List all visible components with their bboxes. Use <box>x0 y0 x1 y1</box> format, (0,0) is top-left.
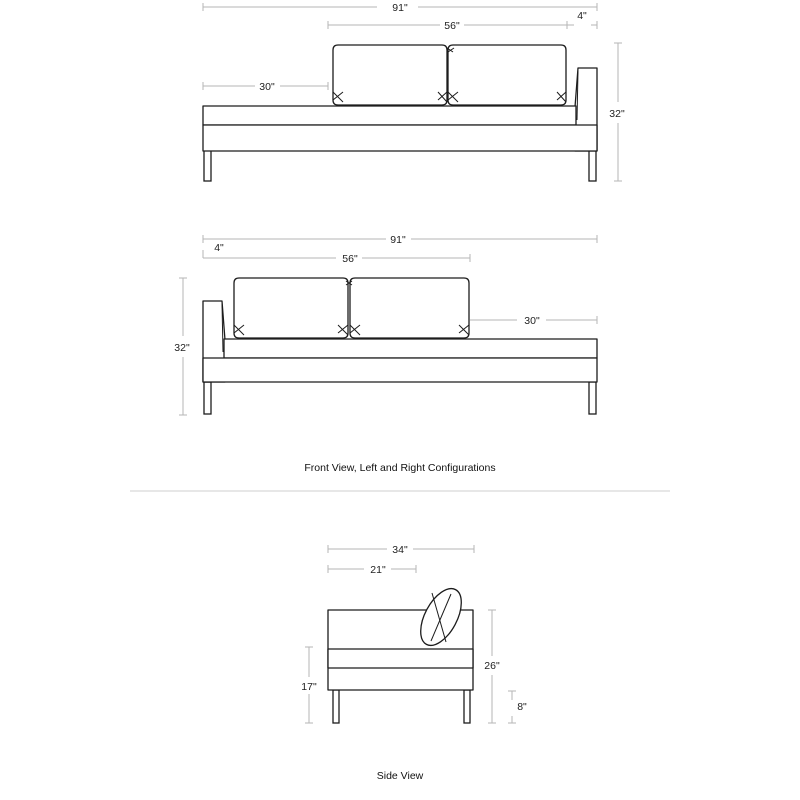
top-overall-width-dimension <box>203 2 597 14</box>
top-height-dimension <box>609 43 625 181</box>
front-view-left-arm <box>174 234 597 415</box>
top-seat-extension-label: 30" <box>259 81 275 93</box>
top-back-width-label: 56" <box>444 20 460 32</box>
side-seat-height-label: 17" <box>301 681 317 693</box>
seat-base <box>203 125 597 151</box>
mid-seat-extension-label: 30" <box>524 315 540 327</box>
top-arm-width-dimension <box>567 10 597 29</box>
mid-height-label: 32" <box>174 342 190 354</box>
front-view-caption: Front View, Left and Right Configurations <box>304 462 496 474</box>
leg-front <box>333 690 339 723</box>
mid-back-width-label: 56" <box>342 253 358 265</box>
mid-back-width-dimension <box>203 253 470 265</box>
leg-left <box>204 382 211 414</box>
leg-back <box>464 690 470 723</box>
top-back-width-dimension <box>328 20 567 32</box>
back-cushion-right <box>448 45 566 105</box>
side-depth-label: 34" <box>392 544 408 556</box>
side-view-caption: Side View <box>376 770 424 782</box>
top-height-label: 32" <box>609 108 625 120</box>
leg-left <box>204 150 211 181</box>
back-cushion-left <box>234 278 348 338</box>
side-view <box>301 544 527 723</box>
mid-arm-width-dimension <box>203 242 224 258</box>
front-view-right-arm <box>203 2 625 181</box>
side-depth-dimension <box>328 544 474 556</box>
top-arm-width-label: 4" <box>577 10 587 22</box>
side-seat-cushion <box>328 649 473 668</box>
back-cushion-right <box>350 278 469 338</box>
top-seat-extension-dimension <box>203 81 328 93</box>
leg-right <box>589 150 596 181</box>
side-leg-height-label: 8" <box>517 701 527 713</box>
sofa-left-arm-drawing <box>203 278 597 414</box>
side-back-height-dimension <box>484 610 500 723</box>
mid-seat-extension-dimension <box>470 315 597 327</box>
sofa-right-arm-drawing <box>203 45 597 181</box>
side-back-height-label: 26" <box>484 660 500 672</box>
side-leg-height-dimension <box>508 691 527 723</box>
mid-arm-width-label: 4" <box>214 242 224 254</box>
side-seat-depth-label: 21" <box>370 564 386 576</box>
top-overall-width-label: 91" <box>392 2 408 14</box>
seat-cushion <box>224 339 597 358</box>
side-seat-depth-dimension <box>328 564 416 576</box>
leg-right <box>589 382 596 414</box>
mid-height-dimension <box>174 278 190 415</box>
side-seat-height-dimension <box>301 647 317 723</box>
back-cushion-left <box>333 45 447 105</box>
mid-overall-width-label: 91" <box>390 234 406 246</box>
mid-overall-width-dimension <box>203 234 597 246</box>
seat-cushion <box>203 106 576 125</box>
seat-base <box>203 358 597 382</box>
sofa-side-drawing <box>328 582 473 723</box>
